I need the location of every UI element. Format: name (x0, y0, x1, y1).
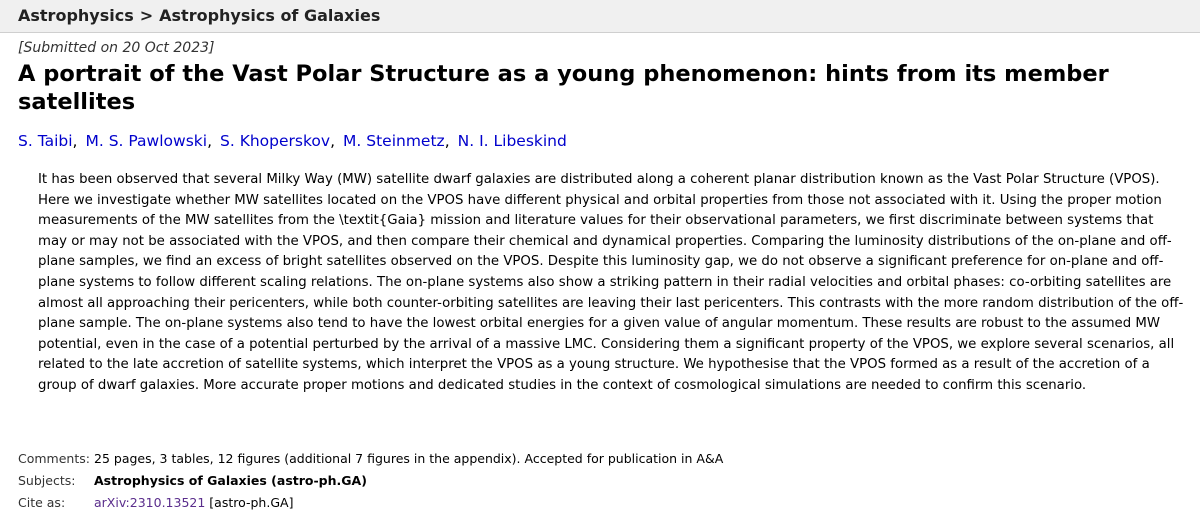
author-link[interactable]: M. Steinmetz (343, 132, 445, 150)
author-link[interactable]: S. Khoperskov (220, 132, 331, 150)
cite-label: Cite as: (18, 495, 66, 510)
category-header-bar (0, 0, 1200, 33)
subjects-label: Subjects: (18, 473, 76, 488)
abstract-text: It has been observed that several Milky Way (MW) satellite dwarf galaxies are distributed along a coherent planar distribution known as the Vast Polar Structure (VPOS). Here we investigate whether MW satellites located on the VPOS have different physical and orbital properties from those not associated with it. Using the proper motion measurements of the MW satellites from the \textit{Gaia} mission and literature values for their observational parameters, we first discriminate between systems that may or may not be associated with the VPOS, and then compare their chemical and dynamical properties. Comparing the luminosity distributions of the on-plane and off-plane samples, we find an excess of bright satellites observed on the VPOS. Despite this luminosity gap, we do not observe a significant preference for on-plane and off-plane systems to follow different scaling relations. The on-plane systems also show a striking pattern in their radial velocities and orbital phases: co-orbiting satellites are almost all approaching their pericenters, while both counter-orbiting satellites are leaving their last pericenters. This contrasts with the more random distribution of the off-plane sample. The on-plane systems also tend to have the lowest orbital energies for a given value of angular momentum. These results are robust to the assumed MW potential, even in the case of a potential perturbed by the arrival of a massive LMC. Considering them a significant property of the VPOS, we explore several scenarios, all related to the late accretion of satellite systems, which interpret the VPOS as a young structure. We hypothesise that the VPOS formed as a result of the accretion of a group of dwarf galaxies. More accurate proper motions and dedicated studies in the context of cosmological simulations are needed to confirm this scenario. (38, 172, 1184, 393)
breadcrumb-archive[interactable]: Astrophysics (18, 6, 134, 25)
breadcrumb-category[interactable]: Astrophysics of Galaxies (159, 6, 381, 25)
author-link[interactable]: N. I. Libeskind (457, 132, 567, 150)
paper-title: A portrait of the Vast Polar Structure as a young phenomenon: hints from its member satellites (18, 61, 1109, 115)
author-separator: , (207, 132, 212, 150)
comments-value: 25 pages, 3 tables, 12 figures (additional 7 figures in the appendix). Accepted for publication in A&A (94, 451, 724, 466)
arxiv-id-link[interactable]: arXiv:2310.13521 (94, 495, 206, 510)
cite-category: [astro-ph.GA] (209, 495, 294, 510)
author-list (18, 130, 1168, 152)
breadcrumb (18, 6, 380, 25)
subjects-row (18, 470, 1178, 492)
breadcrumb-separator: > (139, 6, 154, 25)
submission-dateline: [Submitted on 20 Oct 2023] (18, 40, 215, 56)
metadata-table (18, 448, 1178, 514)
comments-row (18, 448, 1178, 470)
cite-value (94, 492, 1178, 514)
author-separator: , (72, 132, 78, 150)
author-link[interactable]: S. Taibi (18, 132, 73, 150)
author-separator: , (330, 132, 336, 150)
author-link[interactable]: M. S. Pawlowski (85, 132, 208, 150)
subjects-value: Astrophysics of Galaxies (astro-ph.GA) (94, 473, 367, 488)
cite-row (18, 492, 1178, 514)
author-separator: , (444, 132, 450, 150)
comments-label: Comments: (18, 451, 90, 466)
